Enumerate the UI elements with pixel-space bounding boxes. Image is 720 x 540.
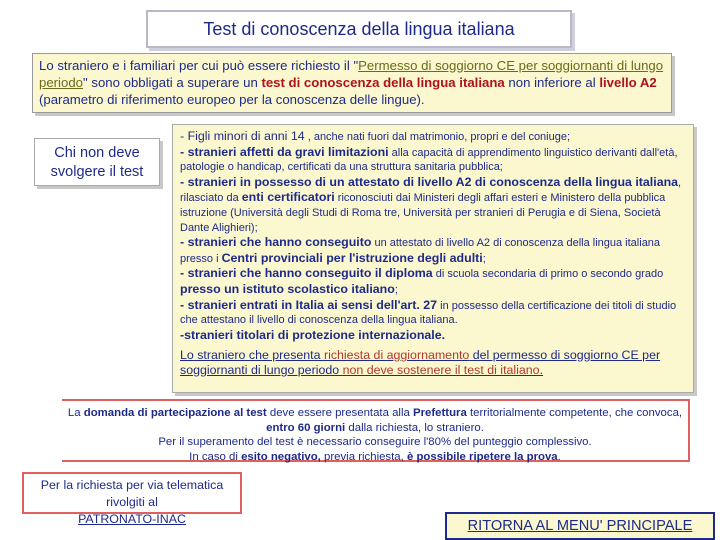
exemption-label: Chi non deve svolgere il test	[50, 145, 144, 180]
info-line: Per il superamento del test è necessario conseguire l'80% del punteggio complessivo.	[158, 436, 592, 449]
livello-highlight: livello A2	[599, 75, 657, 90]
application-info-box	[62, 399, 690, 462]
patronato-box	[22, 472, 242, 526]
intro-text-3: non inferiore al	[504, 75, 600, 90]
permesso-link[interactable]: Permesso di soggiorno CE per soggiornanti di lungo periodo	[39, 58, 664, 90]
info-line: La domanda di partecipazione al test deve essere presentata alla Prefettura territorialmente competente, che convoca, entro 60 giorni dalla richiesta, lo straniero.	[67, 407, 683, 434]
patronato-text: Per la richiesta per via telematica rivolgiti al	[40, 478, 224, 509]
patronato-link[interactable]: PATRONATO-INAC	[78, 512, 186, 526]
intro-text-4: (parametro di riferimento europeo per la conoscenza delle lingue).	[39, 92, 425, 107]
main-menu-button-label: RITORNA AL MENU' PRINCIPALE	[467, 518, 693, 534]
intro-text-1: Lo straniero e i familiari per cui può essere richiesto il "	[39, 58, 359, 73]
list-item: - stranieri che hanno conseguito un attestato di livello A2 di conoscenza della lingua italiana presso i Centri provinciali per l'istruzione degli adulti;	[180, 235, 661, 265]
info-line: In caso di esito negativo, previa richiesta, è possibile ripetere la prova.	[189, 450, 561, 463]
list-item: - stranieri che hanno conseguito il diploma di scuola secondaria di primo o secondo grado presso un istituto scolastico italiano;	[180, 266, 664, 296]
page-title	[146, 10, 572, 48]
list-item: - stranieri entrati in Italia ai sensi dell'art. 27 in possesso della certificazione dei titoli di studio che attestano il livello di conoscenza della lingua italiana.	[180, 297, 677, 327]
renewal-note: Lo straniero che presenta richiesta di aggiornamento del permesso di soggiorno CE per soggiornanti di lungo periodo non deve sostenere il test di italiano.	[180, 348, 661, 377]
list-item: -stranieri titolari di protezione internazionale.	[180, 327, 446, 342]
test-highlight: test di conoscenza della lingua italiana	[261, 75, 505, 90]
intro-text-2: " sono obbligati a superare un	[83, 75, 262, 90]
intro-box	[32, 53, 672, 113]
exemption-list	[172, 124, 694, 393]
page-title-text: Test di conoscenza della lingua italiana	[203, 18, 515, 39]
exemption-label-box	[34, 138, 160, 186]
list-item: - stranieri affetti da gravi limitazioni alla capacità di apprendimento linguistico derivanti dall'età, patologie o handicap, certificati da una struttura sanitaria pubblica;	[180, 144, 678, 174]
list-item: - stranieri in possesso di un attestato di livello A2 di conoscenza della lingua italiana, rilasciato da enti certificatori riconosciuti dai Ministeri degli affari esteri e Ministero della pubblica istruzione (Università degli Studi di Roma tre, Università per stranieri di Perugia e di Siena, Società Dante Alighieri);	[180, 174, 682, 234]
main-menu-button[interactable]	[445, 512, 715, 540]
list-item: - Figli minori di anni 14 , anche nati fuori dal matrimonio, propri e del coniuge;	[180, 129, 571, 143]
